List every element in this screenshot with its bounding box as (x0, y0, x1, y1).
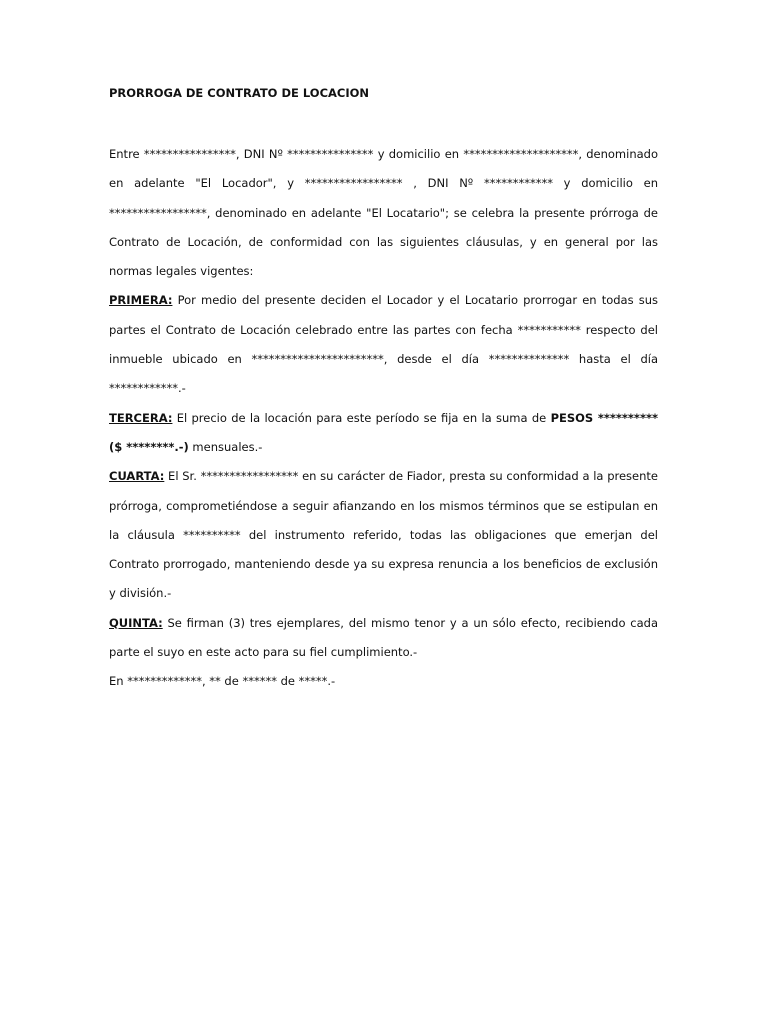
clause-tercera-heading: TERCERA: (109, 410, 173, 425)
clause-cuarta-name: ***************** (200, 469, 299, 484)
document-body (109, 140, 658, 697)
clause-cuarta-heading: CUARTA: (109, 469, 165, 484)
clause-tercera-text-1: El precio de la locación para este período se fija en la suma de (172, 410, 551, 425)
clause-primera-heading: PRIMERA: (109, 293, 173, 308)
intro-paragraph: Entre ****************, DNI Nº *************** y domicilio en ********************, denominado en adelante "El Locador", y ***************** , DNI Nº ************ y domicilio en *****************, denominado en adelante "El Locatario"; se celebra la presente prórroga de Contrato de Locación, de conformidad con las siguientes cláusulas, y en general por las normas legales vigentes: (109, 147, 658, 279)
clause-tercera-text-2: mensuales.- (188, 439, 263, 454)
clause-cuarta-text-2: en su carácter de Fiador, presta su conformidad a la presente prórroga, comprometiéndose a seguir afianzando en los mismos términos que se estipulan en la cláusula ********** del instrumento referido, todas las obligaciones que emerjan del Contrato prorrogado, manteniendo desde ya su expresa renuncia a los beneficios de exclusión y división.- (109, 469, 658, 601)
clause-primera (109, 286, 658, 403)
clause-cuarta (109, 462, 658, 608)
clause-quinta-text: Se firman (3) tres ejemplares, del mismo tenor y a un sólo efecto, recibiendo cada parte el suyo en este acto para su fiel cumplimiento.- (109, 615, 658, 660)
closing-line: En *************, ** de ****** de *****.- (109, 674, 336, 689)
clause-primera-text: Por medio del presente deciden el Locador y el Locatario prorrogar en todas sus partes el Contrato de Locación celebrado entre las partes con fecha *********** respecto del inmueble ubicado en ***********************, desde el día ************** hasta el día ************.- (109, 293, 658, 396)
clause-cuarta-text-1: El Sr. (164, 469, 201, 484)
clause-tercera (109, 404, 658, 463)
clause-quinta-heading: QUINTA: (109, 615, 163, 630)
clause-quinta (109, 609, 658, 668)
clause-tercera-amount: PESOS ********** ($ ********.-) (109, 410, 658, 454)
document-title: PRORROGA DE CONTRATO DE LOCACION (109, 86, 370, 100)
